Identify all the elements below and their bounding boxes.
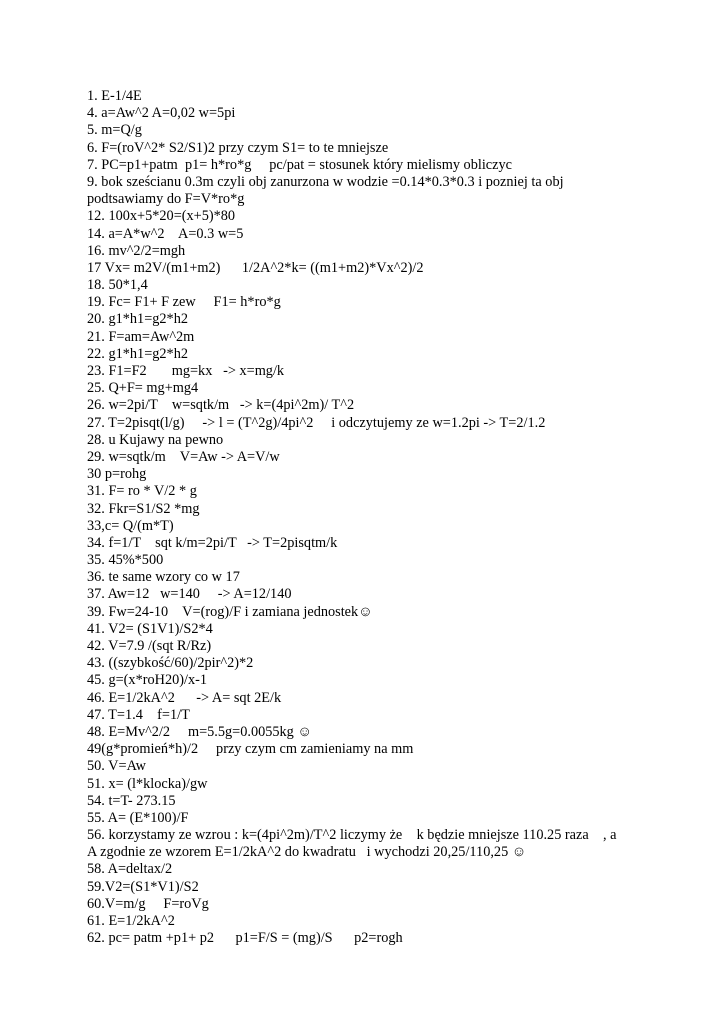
text-line: 39. Fw=24-10 V=(rog)/F i zamiana jednostek☺ (87, 603, 373, 620)
text-line: 1. E-1/4E (87, 88, 142, 104)
text-line: 58. A=deltax/2 (87, 861, 173, 878)
text-line: 41. V2= (S1V1)/S2*4 (87, 620, 213, 637)
text-line: 46. E=1/2kA^2 -> A= sqt 2E/k (87, 689, 282, 706)
text-line: 20. g1*h1=g2*h2 (87, 311, 188, 328)
text-line: 42. V=7.9 /(sqt R/Rz) (87, 638, 212, 654)
text-line: 31. F= ro * V/2 * g (87, 483, 197, 500)
text-line: 22. g1*h1=g2*h2 (87, 345, 188, 362)
text-line: 4. a=Aw^2 A=0,02 w=5pi (87, 105, 236, 122)
text-line: 37. Aw=12 w=140 -> A=12/140 (87, 586, 292, 603)
text-line: 26. w=2pi/T w=sqtk/m -> k=(4pi^2m)/ T^2 (87, 397, 355, 414)
text-line: 36. te same wzory co w 17 (87, 569, 240, 586)
text-line: 60.V=m/g F=roVg (87, 895, 209, 912)
text-line: 50. V=Aw (87, 758, 146, 775)
text-line: 30 p=rohg (87, 466, 147, 483)
text-line: A zgodnie ze wzorem E=1/2kA^2 do kwadratu i wychodzi 20,25/110,25 ☺ (87, 844, 527, 861)
text-line: 51. x= (l*klocka)/gw (87, 775, 208, 792)
text-line: 48. E=Mv^2/2 m=5.5g=0.0055kg ☺ (87, 723, 313, 740)
text-line: 12. 100x+5*20=(x+5)*80 (87, 208, 236, 225)
text-line: 17 Vx= m2V/(m1+m2) 1/2A^2*k= ((m1+m2)*Vx^2)/2 (87, 259, 424, 276)
text-line: 61. E=1/2kA^2 (87, 913, 175, 929)
text-line: 49(g*promień*h)/2 przy czym cm zamieniamy na mm (87, 741, 414, 758)
text-line: 54. t=T- 273.15 (87, 792, 176, 809)
text-line: 9. bok sześcianu 0.3m czyli obj zanurzona w wodzie =0.14*0.3*0.3 i pozniej ta obj (87, 173, 564, 190)
text-line: 16. mv^2/2=mgh (87, 242, 186, 259)
text-line: 43. ((szybkość/60)/2pir^2)*2 (87, 655, 254, 672)
text-line: 27. T=2pisqt(l/g) -> l = (T^2g)/4pi^2 i odczytujemy ze w=1.2pi -> T=2/1.2 (87, 414, 546, 431)
text-line: 33,c= Q/(m*T) (87, 517, 174, 534)
text-line: 23. F1=F2 mg=kx -> x=mg/k (87, 363, 285, 379)
document-body (87, 88, 647, 947)
text-line: 34. f=1/T sqt k/m=2pi/T -> T=2pisqtm/k (87, 534, 338, 551)
text-line: 21. F=am=Aw^2m (87, 328, 195, 345)
text-line: 19. Fc= F1+ F zew F1= h*ro*g (87, 294, 281, 311)
text-line: 18. 50*1,4 (87, 277, 148, 294)
text-line: 14. a=A*w^2 A=0.3 w=5 (87, 225, 244, 242)
text-line: 5. m=Q/g (87, 122, 142, 139)
text-line: 62. pc= patm +p1+ p2 p1=F/S = (mg)/S p2=rogh (87, 930, 403, 947)
text-line: 35. 45%*500 (87, 552, 164, 569)
text-line: 29. w=sqtk/m V=Aw -> A=V/w (87, 448, 280, 465)
text-line: 47. T=1.4 f=1/T (87, 706, 190, 723)
text-line: 28. u Kujawy na pewno (87, 431, 224, 448)
text-line: 59.V2=(S1*V1)/S2 (87, 878, 199, 895)
text-line: 56. korzystamy ze wzrou : k=(4pi^2m)/T^2 liczymy że k będzie mniejsze 110.25 raza , a (87, 827, 617, 844)
text-line: 25. Q+F= mg+mg4 (87, 380, 199, 397)
text-line: 45. g=(x*roH20)/x-1 (87, 672, 208, 689)
text-line: 32. Fkr=S1/S2 *mg (87, 500, 200, 517)
text-line: 7. PC=p1+patm p1= h*ro*g pc/pat = stosunek który mielismy obliczyc (87, 156, 512, 173)
text-line: podtsawiamy do F=V*ro*g (87, 191, 245, 208)
text-line: 6. F=(roV^2* S2/S1)2 przy czym S1= to te mniejsze (87, 139, 389, 156)
text-line: 55. A= (E*100)/F (87, 809, 189, 826)
